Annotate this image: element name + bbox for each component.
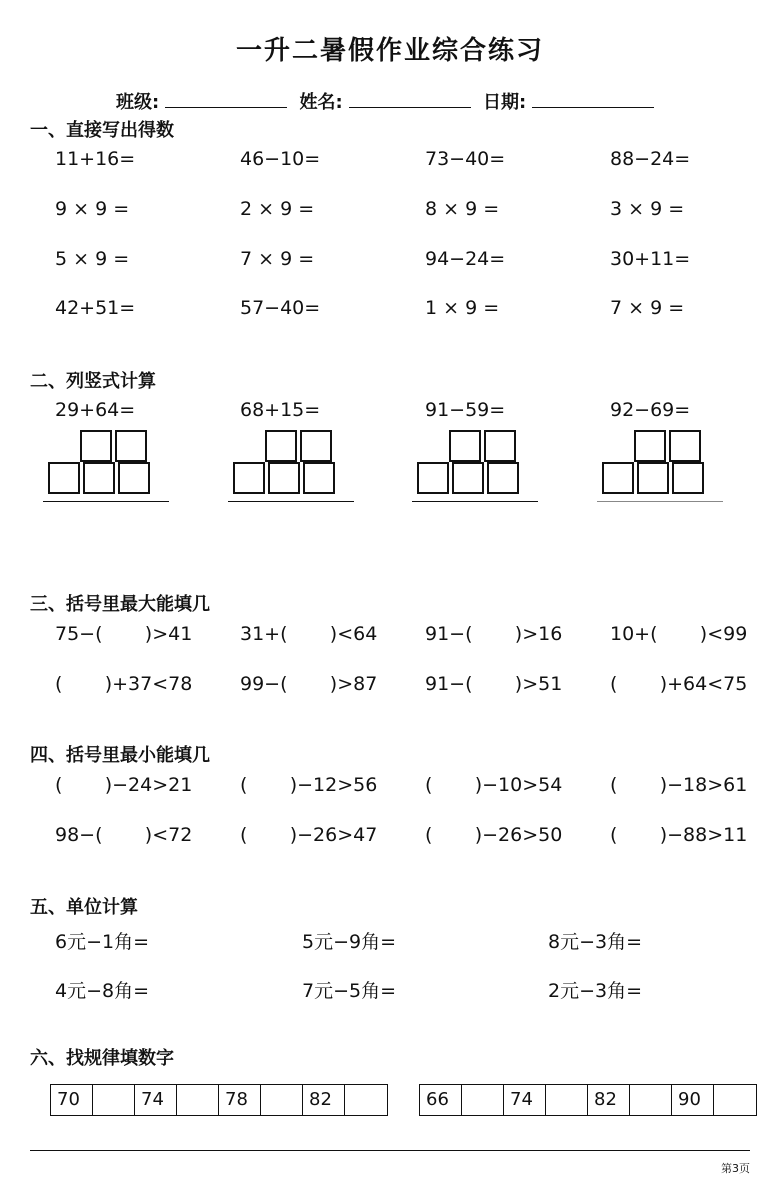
answer-boxes-top (634, 430, 704, 462)
answer-boxes-bottom (602, 462, 707, 494)
section-5-heading: 五、单位计算 (30, 897, 138, 918)
digit-box[interactable] (602, 462, 634, 494)
sequence-2 (419, 1084, 757, 1116)
problem: 1 × 9 = (425, 297, 500, 319)
problem: 88−24= (610, 148, 691, 170)
problem: 75−( )>41 (55, 623, 193, 645)
problem: 8元−3角= (548, 931, 643, 953)
seq-cell: 70 (51, 1085, 93, 1115)
seq-blank-cell[interactable] (462, 1085, 504, 1115)
seq-cell: 66 (420, 1085, 462, 1115)
digit-box[interactable] (417, 462, 449, 494)
digit-box[interactable] (265, 430, 297, 462)
problem: 2 × 9 = (240, 198, 315, 220)
vertical-problem: 91−59= (425, 399, 506, 421)
problem: ( )−12>56 (240, 774, 378, 796)
calc-line (43, 501, 169, 502)
vertical-problem: 68+15= (240, 399, 321, 421)
class-blank[interactable] (165, 89, 287, 108)
digit-box[interactable] (634, 430, 666, 462)
problem: 9 × 9 = (55, 198, 130, 220)
problem: 46−10= (240, 148, 321, 170)
date-label: 日期: (482, 92, 527, 113)
digit-box[interactable] (115, 430, 147, 462)
problem: ( )−10>54 (425, 774, 563, 796)
problem: 57−40= (240, 297, 321, 319)
answer-boxes-top (449, 430, 519, 462)
page-title: 一升二暑假作业综合练习 (235, 36, 544, 66)
problem: ( )−26>50 (425, 824, 563, 846)
problem: ( )−18>61 (610, 774, 748, 796)
section-6-heading: 六、找规律填数字 (30, 1048, 174, 1069)
seq-cell: 90 (672, 1085, 714, 1115)
problem: 7 × 9 = (240, 248, 315, 270)
digit-box[interactable] (48, 462, 80, 494)
answer-boxes-bottom (233, 462, 338, 494)
problem: 11+16= (55, 148, 136, 170)
date-blank[interactable] (532, 89, 654, 108)
problem: ( )+37<78 (55, 673, 193, 695)
seq-blank-cell[interactable] (177, 1085, 219, 1115)
class-label: 班级: (116, 92, 160, 113)
problem: ( )−26>47 (240, 824, 378, 846)
seq-blank-cell[interactable] (546, 1085, 588, 1115)
problem: 8 × 9 = (425, 198, 500, 220)
digit-box[interactable] (80, 430, 112, 462)
problem: 91−( )>51 (425, 673, 563, 695)
student-info (116, 88, 660, 114)
seq-blank-cell[interactable] (93, 1085, 135, 1115)
name-label: 姓名: (299, 92, 343, 113)
problem: ( )+64<75 (610, 673, 748, 695)
section-3-heading: 三、括号里最大能填几 (30, 594, 210, 615)
problem: 91−( )>16 (425, 623, 563, 645)
problem: 42+51= (55, 297, 136, 319)
problem: 99−( )>87 (240, 673, 378, 695)
problem: 4元−8角= (55, 980, 150, 1002)
seq-blank-cell[interactable] (630, 1085, 672, 1115)
digit-box[interactable] (669, 430, 701, 462)
problem: 98−( )<72 (55, 824, 193, 846)
digit-box[interactable] (300, 430, 332, 462)
problem: 5元−9角= (302, 931, 397, 953)
digit-box[interactable] (637, 462, 669, 494)
digit-box[interactable] (233, 462, 265, 494)
seq-cell: 82 (588, 1085, 630, 1115)
seq-cell: 82 (303, 1085, 345, 1115)
answer-boxes-bottom (48, 462, 153, 494)
problem: 3 × 9 = (610, 198, 685, 220)
seq-cell: 78 (219, 1085, 261, 1115)
digit-box[interactable] (118, 462, 150, 494)
problem: 7元−5角= (302, 980, 397, 1002)
seq-blank-cell[interactable] (261, 1085, 303, 1115)
problem: ( )−24>21 (55, 774, 193, 796)
section-4-heading: 四、括号里最小能填几 (30, 745, 210, 766)
vertical-problem: 29+64= (55, 399, 136, 421)
problem: 6元−1角= (55, 931, 150, 953)
digit-box[interactable] (83, 462, 115, 494)
digit-box[interactable] (452, 462, 484, 494)
digit-box[interactable] (449, 430, 481, 462)
answer-boxes-top (265, 430, 335, 462)
problem: ( )−88>11 (610, 824, 748, 846)
section-1-heading: 一、直接写出得数 (30, 120, 174, 141)
digit-box[interactable] (303, 462, 335, 494)
seq-cell: 74 (135, 1085, 177, 1115)
problem: 7 × 9 = (610, 297, 685, 319)
vertical-problem: 92−69= (610, 399, 691, 421)
digit-box[interactable] (487, 462, 519, 494)
digit-box[interactable] (268, 462, 300, 494)
answer-boxes-top (80, 430, 150, 462)
problem: 73−40= (425, 148, 506, 170)
answer-boxes-bottom (417, 462, 522, 494)
seq-blank-cell[interactable] (714, 1085, 756, 1115)
calc-line (597, 501, 723, 502)
name-blank[interactable] (349, 89, 471, 108)
calc-line (228, 501, 354, 502)
problem: 94−24= (425, 248, 506, 270)
sequence-1 (50, 1084, 388, 1116)
footer-divider (30, 1150, 750, 1151)
problem: 2元−3角= (548, 980, 643, 1002)
problem: 30+11= (610, 248, 691, 270)
problem: 10+( )<99 (610, 623, 748, 645)
problem: 5 × 9 = (55, 248, 130, 270)
calc-line (412, 501, 538, 502)
seq-cell: 74 (504, 1085, 546, 1115)
digit-box[interactable] (484, 430, 516, 462)
digit-box[interactable] (672, 462, 704, 494)
seq-blank-cell[interactable] (345, 1085, 387, 1115)
section-2-heading: 二、列竖式计算 (30, 371, 156, 392)
problem: 31+( )<64 (240, 623, 378, 645)
page-number: 第3页 (721, 1162, 750, 1175)
